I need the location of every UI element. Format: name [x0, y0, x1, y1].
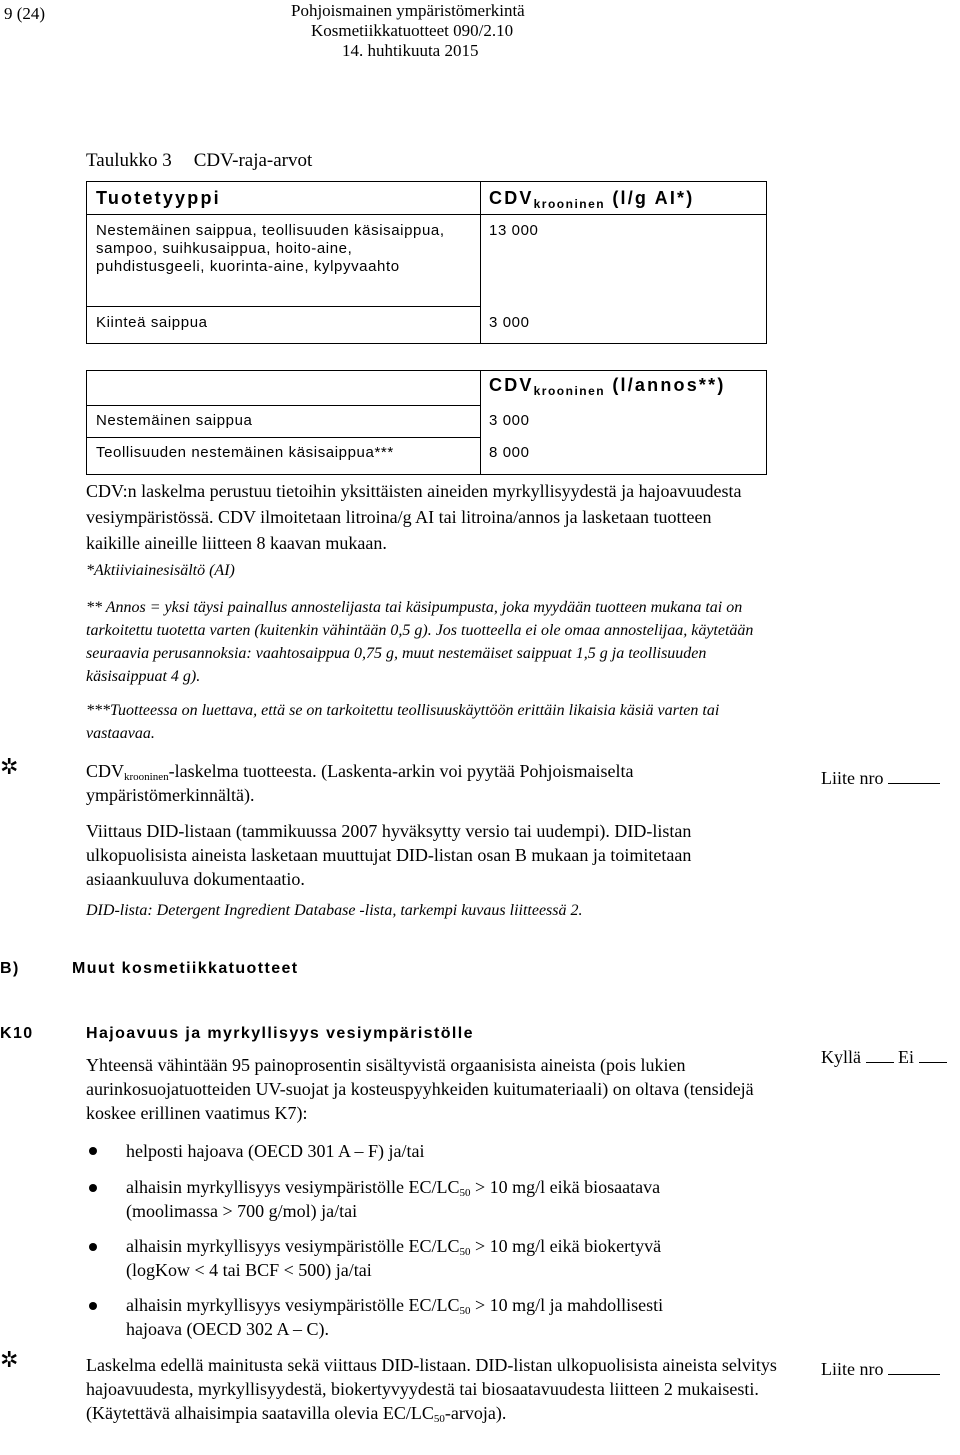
k10-bullet-4: alhaisin myrkyllisyys vesiympäristölle $EC/LC_{50} > 10$ mg/l ja mahdollisesti hajoava (OECD 302 A – C).: [126, 1295, 664, 1339]
table3-col-cdv-header: $CDV_{krooninen}$ (l/g AI*): [489, 188, 695, 211]
k10-bullet-3: alhaisin myrkyllisyys vesiympäristölle $EC/LC_{50} > 10$ mg/l eikä biokertyvä (logKow < 4 tai BCF < 500) ja/tai: [126, 1236, 662, 1280]
page-number: 9 (24): [4, 4, 46, 23]
header-org: Pohjoismainen ympäristömerkintä: [291, 1, 525, 20]
bullet-4-icon: [89, 1302, 97, 1310]
req1-cdv-text: $CDV_{krooninen}$-laskelma tuotteesta. (Laskenta-arkin voi pyytää Pohjoismaiselta ympäristömerkinnältä).: [86, 761, 634, 805]
k10-liite-field[interactable]: Liite nro: [821, 1357, 940, 1381]
k10-bullet-1: helposti hajoava (OECD 301 A – F) ja/tai: [126, 1141, 425, 1161]
table3-row2-type: Kiinteä saippua: [96, 314, 208, 331]
req1-liite-field[interactable]: Liite nro: [821, 766, 940, 790]
k10-yes-label: Kyllä: [821, 1047, 861, 1067]
table4-row2-type: Teollisuuden nestemäinen käsisaippua***: [96, 444, 394, 461]
table3-caption-title: CDV-raja-arvot: [193, 150, 313, 171]
table4-col-cdv-header: $CDV_{krooninen}$ (l/annos**): [489, 375, 726, 398]
cdv-calc-note: CDV:n laskelma perustuu tietoihin yksittäisten aineiden myrkyllisyydestä ja hajoavuudesta vesiympäristössä. CDV ilmoitetaan litroina/g AI tai litroina/annos ja lasketaan tuotteen kaikille aineille liitteen 8 kaavan mukaan.: [86, 481, 742, 553]
k10-intro: Yhteensä vähintään 95 painoprosentin sisältyvistä orgaanisista aineista (pois lukien aurinkosuojatuotteiden UV-suojat ja kosteuspyyhkeiden kuitumateriaali) on oltava (tensidejä koskee erillinen vaatimus K7):: [86, 1055, 754, 1123]
header-date: 14. huhtikuuta 2015: [342, 41, 479, 60]
k10-yes-no-field[interactable]: [821, 1045, 947, 1069]
table3: [86, 181, 767, 344]
k10-documentation: Laskelma edellä mainitusta sekä viittaus DID-listaan. DID-listan ulkopuolisista aineista selvitys hajoavuudesta, myrkyllisyydestä, biokertyvyydestä tai biosaatavuudesta liitteen 2 mukaisesti. (Käytettävä alhaisimpia saatavilla olevia $EC/LC_{50}-arvoja$).: [86, 1355, 777, 1425]
table3-row1-value: 13 000: [489, 222, 539, 239]
table3-row2-value: 3 000: [489, 314, 530, 331]
table4-row1-type: Nestemäinen saippua: [96, 412, 253, 429]
table3-caption-number: Taulukko 3: [86, 150, 172, 171]
section-b-title: Muut kosmetiikkatuotteet: [72, 960, 299, 977]
req1-did-definition: DID-lista: Detergent Ingredient Database -lista, tarkempi kuvaus liitteessä 2.: [86, 902, 583, 919]
table4-row2-value: 8 000: [489, 444, 530, 461]
k10-code: K10: [0, 1025, 34, 1042]
section-b-label: B): [0, 960, 20, 977]
annos-footnote: ** Annos = yksi täysi painallus annostelijasta tai käsipumpusta, joka myydään tuotteen mukana tai on tarkoitettu tuotetta varten (kuitenkin vähintään 0,5 g). Jos tuotteella ei ole omaa annostelijaa, käytetään seuraavia perusannoksia: vaahtosaippua 0,75 g, muut nestemäiset saippuat 1,5 g ja teollisuuden käsisaippuat 4 g).: [86, 599, 754, 685]
documentation-asterisk-icon: ✲: [0, 1348, 19, 1373]
k10-no-label: Ei: [898, 1047, 914, 1067]
k10-title: Hajoavuus ja myrkyllisyys vesiympäristölle: [86, 1025, 474, 1042]
ai-footnote: *Aktiiviainesisältö (AI): [86, 562, 235, 579]
industrial-footnote: ***Tuotteessa on luettava, että se on tarkoitettu teollisuuskäyttöön erittäin likaisia käsiä varten tai vastaavaa.: [86, 702, 720, 742]
table4: [86, 370, 767, 475]
table3-row1-type: Nestemäinen saippua, teollisuuden käsisaippua, sampoo, suihkusaippua, hoito-aine, puhdistusgeeli, kuorinta-aine, kylpyvaahto: [96, 222, 445, 275]
req1-did-reference: Viittaus DID-listaan (tammikuussa 2007 hyväksytty versio tai uudempi). DID-listan ulkopuolisista aineista lasketaan muuttujat DID-listan osan B mukaan ja toimitetaan asiaankuuluva dokumentaatio.: [86, 821, 692, 889]
bullet-1-icon: [89, 1147, 97, 1155]
bullet-3-icon: [89, 1243, 97, 1251]
k10-bullet-2: alhaisin myrkyllisyys vesiympäristölle $EC/LC_{50} > 10$ mg/l eikä biosaatava (moolimassa > 700 g/mol) ja/tai: [126, 1177, 661, 1221]
documentation-asterisk-icon: ✲: [0, 755, 19, 780]
table3-caption: [86, 149, 312, 173]
bullet-2-icon: [89, 1184, 97, 1192]
table4-row1-value: 3 000: [489, 412, 530, 429]
header-doc: Kosmetiikkatuotteet 090/2.10: [311, 21, 514, 40]
table3-col-type-header: Tuotetyyppi: [96, 188, 221, 208]
